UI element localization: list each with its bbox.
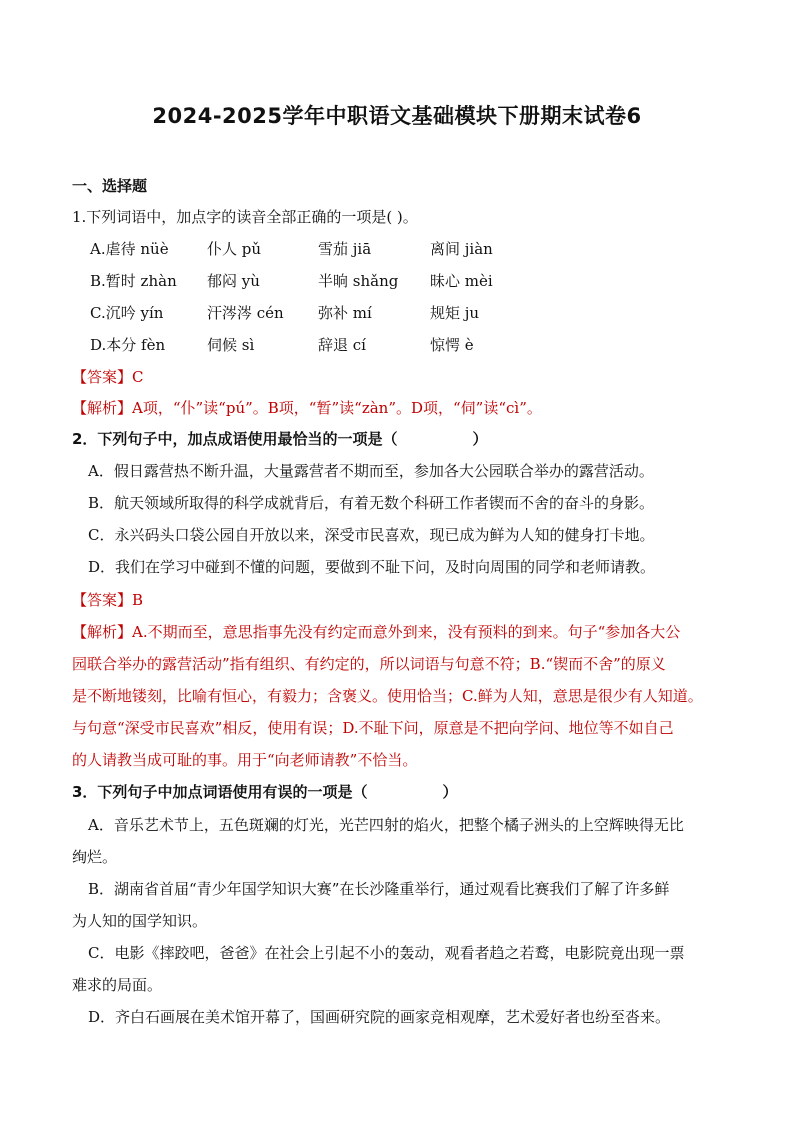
q1-analysis-tag: 【解析】 — [72, 399, 133, 417]
q1-answer-tag: 【答案】 — [72, 368, 133, 386]
q2-analysis-line-5: 的人请教当成可耻的事。用于“向老师请教”不恰当。 — [72, 751, 418, 769]
q1-stem: 1.下列词语中，加点字的读音全部正确的一项是( )。 — [72, 208, 418, 226]
q3-option-a-line-2: 绚烂。 — [72, 848, 118, 866]
q2-analysis-line-4: 与句意“深受市民喜欢”相反，使用有误；D.不耻下问，原意是不把向学问、地位等不如自己 — [72, 719, 674, 737]
q2-analysis-line-1 — [72, 622, 680, 642]
q2-option-c: C．永兴码头口袋公园自开放以来，深受市民喜欢，现已成为鲜为人知的健身打卡地。 — [88, 526, 655, 544]
q1-option-c-word3: 弥补 mí — [318, 304, 372, 322]
q1-option-d-word4: 惊愕 è — [430, 336, 474, 354]
q3-option-a-line-1: A．音乐艺术节上，五色斑斓的灯光，光芒四射的焰火，把整个橘子洲头的上空辉映得无比 — [88, 816, 684, 834]
q1-option-a-word2: 仆人 pǔ — [207, 240, 262, 258]
section-heading: 一、选择题 — [72, 177, 148, 195]
q2-analysis-tag: 【解析】 — [72, 623, 133, 641]
q2-answer — [72, 590, 143, 610]
q3-option-c-line-2: 难求的局面。 — [72, 976, 163, 994]
q1-answer-value: C — [132, 368, 144, 386]
q1-option-b-word2: 郁闷 yù — [207, 272, 260, 290]
document-title: 2024-2025学年中职语文基础模块下册期末试卷6 — [152, 104, 642, 128]
q3-option-b-line-1: B．湖南省首届“青少年国学知识大赛”在长沙隆重举行，通过观看比赛我们了解了许多鲜 — [88, 880, 670, 898]
q1-option-c-word4: 规矩 ju — [430, 304, 480, 322]
q1-option-d-word2: 伺候 sì — [207, 336, 255, 354]
q3-option-d: D．齐白石画展在美术馆开幕了，国画研究院的画家竞相观摩，艺术爱好者也纷至沓来。 — [88, 1008, 671, 1026]
q2-option-b: B．航天领域所取得的科学成就背后，有着无数个科研工作者锲而不舍的奋斗的身影。 — [88, 494, 655, 512]
q1-option-c-word1: C.沉吟 yín — [90, 304, 164, 322]
q1-option-b-word4: 昧心 mèi — [430, 272, 493, 290]
q2-analysis-text-1: A.不期而至，意思指事先没有约定而意外到来，没有预料的到来。句子“参加各大公 — [132, 623, 681, 641]
q2-answer-tag: 【答案】 — [72, 591, 133, 609]
q2-analysis-line-3: 是不断地镂刻，比喻有恒心，有毅力；含褒义。使用恰当；C.鲜为人知，意思是很少有人知道。 — [72, 687, 703, 705]
q1-option-d-word3: 辞退 cí — [318, 336, 366, 354]
q1-option-a-word4: 离间 jiàn — [430, 240, 493, 258]
q2-stem: 2．下列句子中，加点成语使用最恰当的一项是（ ） — [72, 430, 488, 448]
q1-option-a-word3: 雪茄 jiā — [318, 240, 372, 258]
q1-option-b-word1: B.暂时 zhàn — [90, 272, 177, 290]
q2-option-a: A．假日露营热不断升温，大量露营者不期而至，参加各大公园联合举办的露营活动。 — [88, 462, 654, 480]
q1-analysis — [72, 398, 542, 418]
q1-option-a-word1: A.虐待 nüè — [90, 240, 169, 258]
q2-answer-value: B — [132, 591, 144, 609]
q3-option-b-line-2: 为人知的国学知识。 — [72, 912, 208, 930]
q2-analysis-line-2: 园联合举办的露营活动”指有组织、有约定的，所以词语与句意不符；B.“锲而不舍”的原义 — [72, 655, 666, 673]
q3-stem: 3．下列句子中加点词语使用有误的一项是（ ） — [72, 783, 458, 801]
q3-option-c-line-1: C．电影《摔跤吧，爸爸》在社会上引起不小的轰动，观看者趋之若鹜，电影院竟出现一票 — [88, 944, 685, 962]
q1-answer — [72, 367, 144, 387]
q2-option-d: D．我们在学习中碰到不懂的问题，要做到不耻下问，及时向周围的同学和老师请教。 — [88, 558, 656, 576]
q1-option-b-word3: 半晌 shǎng — [318, 272, 399, 290]
q1-option-c-word2: 汗涔涔 cén — [207, 304, 284, 322]
q1-analysis-text: A项，“仆”读“pú”。B项，“暂”读“zàn”。D项，“伺”读“cì”。 — [132, 399, 542, 417]
q1-option-d-word1: D.本分 fèn — [90, 336, 166, 354]
